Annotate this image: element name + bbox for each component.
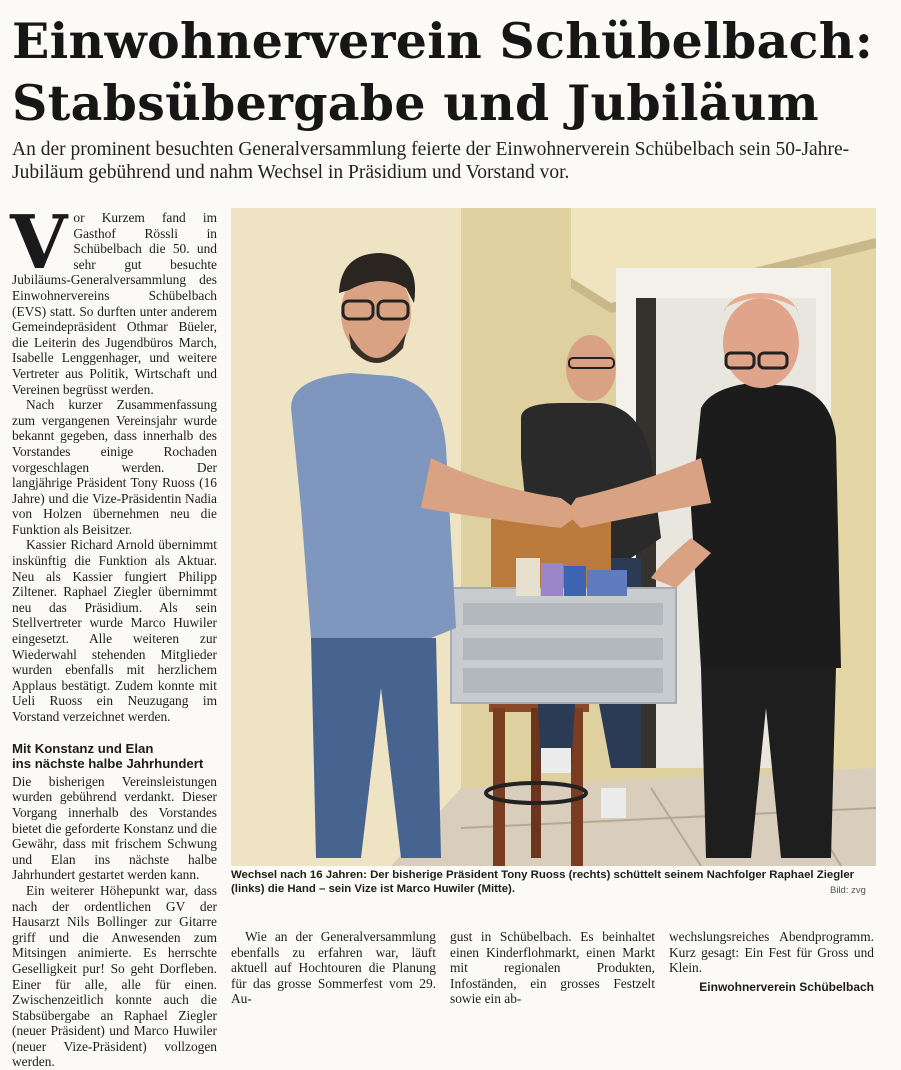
article-column-bottom-2 (450, 929, 655, 1007)
article-paragraph: wechslungsreiches Abendprogramm. Kurz gesagt: Ein Fest für Gross und Klein. (669, 929, 874, 976)
photo-caption: Wechsel nach 16 Jahren: Der bisherige Präsident Tony Ruoss (rechts) schüttelt seinem Nachfolger Raphael Ziegler (links) die Hand – sein Vize ist Marco Huwiler (Mitte). (231, 869, 855, 895)
article-paragraph: Nach kurzer Zusammenfassung zum vergangenen Vereinsjahr wurde bekannt gegeben, dass innerhalb des Vorstandes einige Rochaden vorgeschlagen werden. Der langjährige Präsident Tony Ruoss (16 Jahre) und die Vize-Präsidentin Nadia von Holzen übernehmen neu die Funktion als Beisitzer. (12, 397, 217, 537)
author-credit: Einwohnerverein Schübelbach (699, 979, 874, 994)
article-paragraph: Ein weiterer Höhepunkt war, dass nach der ordentlichen GV der Hausarzt Nils Bollinger zur Gitarre griff und die Anwesenden zum Mitsingen animierte. Es herrschte Geselligkeit pur! So geht Dorfleben. Einer für alle, alle für einen. Zwischenzeitlich konnte auch die Stabsübergabe an Raphael Ziegler (neuer Präsident) und Marco Huwiler (neuer Vize-Präsident) vollzogen werden. (12, 882, 217, 1070)
article-paragraph (10, 200, 217, 397)
drop-cap: V (10, 200, 68, 286)
article-photo (231, 208, 876, 866)
article-column-left (10, 200, 217, 1070)
article-paragraph-text: or Kurzem fand im Gasthof Rössli in Schübelbach die 50. und sehr gut besuchte Jubiläums-Generalversammlung des Einwohnervereins Schübelbach (EVS) statt. So durften unter anderem Gemeindepräsident Othmar Büeler, die Leiterin des Jugendbüros March, Isabelle Lenggenhager, und weitere Vertreter aus Politik, Wirtschaft und Vereinen begrüsst werden. (12, 210, 217, 397)
subheading-line-1: Mit Konstanz und Elan (12, 740, 154, 756)
headline-line-1: Einwohnerverein Schübelbach: (12, 12, 874, 70)
article-paragraph: Kassier Richard Arnold übernimmt inskünftig die Funktion als Aktuar. Neu als Kassier fungiert Philipp Ziltener. Raphael Ziegler übernimmt neu das Präsidium. Als sein Stellvertreter wurde Marco Huwiler eingesetzt. Alle weiteren zur Wiederwahl stehenden Mitglieder wurden ebenfalls mit herzlichem Applaus bestätigt. Zudem konnte mit Ueli Ruoss ein Neuzugang im Vorstand verzeichnet werden. (12, 537, 217, 724)
lead-paragraph: An der prominent besuchten Generalversammlung feierte der Einwohnerverein Schübelbach sein 50-Jahre-Jubiläum gebührend und nahm Wechsel in Präsidium und Vorstand vor. (12, 139, 850, 183)
headline (12, 10, 892, 134)
subheading-line-2: ins nächste halbe Jahrhundert (12, 756, 204, 772)
article-column-bottom-3 (669, 929, 874, 995)
article-paragraph: Wie an der Generalversammlung ebenfalls zu erfahren war, läuft aktuell auf Hochtouren die Planung für das grosse Sommerfest vom 29. Au- (231, 929, 436, 1007)
subheading (12, 741, 217, 772)
handshake-photo-illustration (231, 208, 876, 866)
photo-credit: Bild: zvg (830, 885, 866, 896)
article-paragraph: gust in Schübelbach. Es beinhaltet einen Kinderflohmarkt, einen Markt mit regionalen Produkten, Infoständen, ein grosses Festzelt sowie ein ab- (450, 929, 655, 1007)
article-column-bottom-1 (231, 929, 436, 1007)
headline-line-2: Stabsübergabe und Jubiläum (12, 74, 819, 132)
article-paragraph: Die bisherigen Vereinsleistungen wurden gebührend verdankt. Dieser Vorgang innerhalb des Vorstandes bietet die geforderte Konstanz und die Gewähr, dass mit frischem Schwung und Elan ins nächste halbe Jahrhundert gestartet werden kann. (12, 773, 217, 883)
